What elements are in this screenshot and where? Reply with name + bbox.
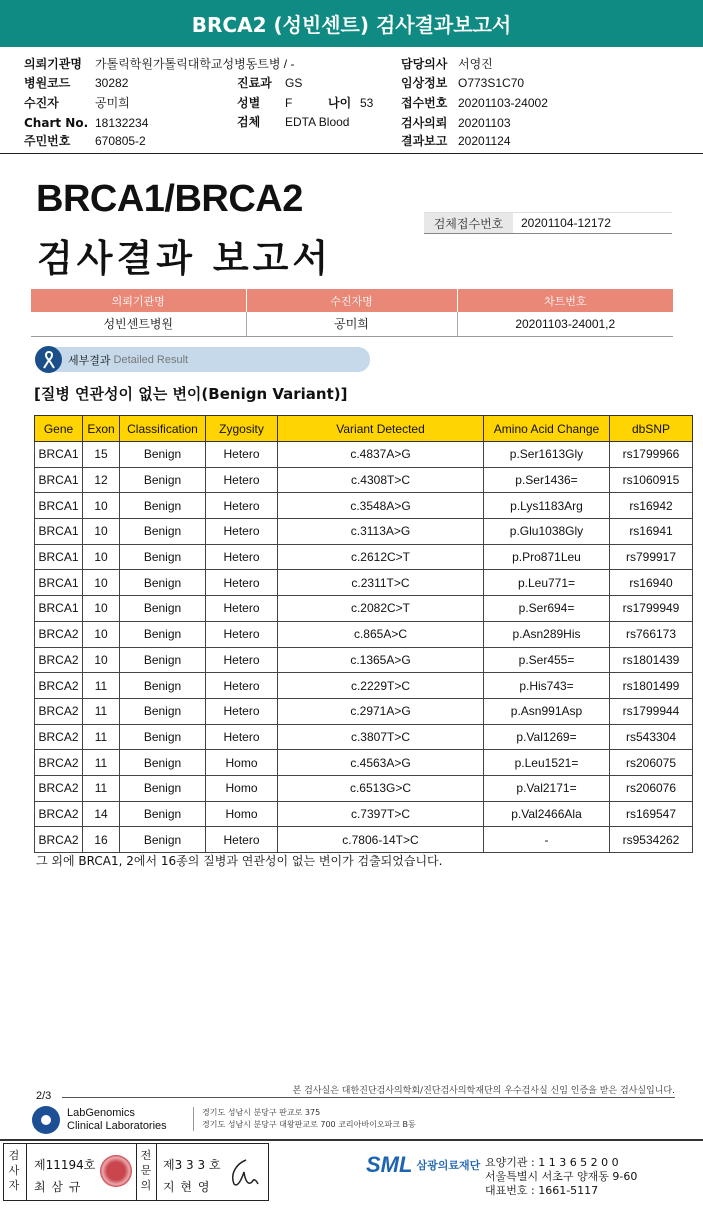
- info-value-patient: 공미희: [246, 312, 457, 336]
- sml-logo: [366, 1152, 480, 1178]
- cell-amino-acid: p.Val1269=: [484, 724, 610, 750]
- header-label-report-date: 결과보고: [401, 134, 448, 148]
- footer-divider: [62, 1097, 675, 1098]
- info-value-chart: 20201103-24001,2: [457, 312, 673, 336]
- cell-variant: c.6513G>C: [278, 775, 484, 801]
- cell-dbsnp: rs766173: [610, 621, 693, 647]
- cell-gene: BRCA2: [35, 621, 83, 647]
- cell-classification: Benign: [120, 673, 206, 699]
- cell-exon: 11: [83, 775, 120, 801]
- header-value-report-date: 20201124: [458, 134, 511, 148]
- cell-zygosity: Hetero: [206, 544, 278, 570]
- sig-divider-3: [156, 1144, 157, 1200]
- cell-classification: Benign: [120, 750, 206, 776]
- bottom-divider: [0, 1139, 703, 1141]
- cell-variant: c.4308T>C: [278, 467, 484, 493]
- header-label-receipt-no: 접수번호: [401, 96, 448, 110]
- cell-dbsnp: rs9534262: [610, 827, 693, 853]
- cell-zygosity: Homo: [206, 750, 278, 776]
- table-row: [35, 647, 693, 673]
- col-header-dbsnp: dbSNP: [610, 416, 693, 442]
- info-header-institution: 의뢰기관명: [31, 289, 246, 312]
- cell-gene: BRCA2: [35, 750, 83, 776]
- cell-zygosity: Homo: [206, 801, 278, 827]
- cell-variant: c.2971A>G: [278, 698, 484, 724]
- table-row: [35, 544, 693, 570]
- cell-variant: c.4837A>G: [278, 442, 484, 468]
- org-address: 서울특별시 서초구 양재동 9-60: [485, 1170, 638, 1183]
- cell-dbsnp: rs16941: [610, 519, 693, 545]
- sml-logo-text: SML: [366, 1152, 413, 1177]
- detailed-result-label: 세부결과: [68, 353, 111, 367]
- cell-zygosity: Hetero: [206, 442, 278, 468]
- table-row: [35, 621, 693, 647]
- reviewer-name: 지 현 영: [163, 1180, 211, 1194]
- cell-amino-acid: p.Ser1436=: [484, 467, 610, 493]
- cell-classification: Benign: [120, 570, 206, 596]
- cell-amino-acid: p.Pro871Leu: [484, 544, 610, 570]
- header-label-department: 진료과: [237, 76, 272, 90]
- report-title-ko: 검사결과 보고서: [37, 237, 333, 280]
- section-title: [질병 연관성이 없는 변이(Benign Variant)]: [34, 385, 348, 403]
- cell-gene: BRCA2: [35, 724, 83, 750]
- cell-gene: BRCA2: [35, 673, 83, 699]
- table-row: [35, 519, 693, 545]
- header-value-request-date: 20201103: [458, 116, 511, 130]
- cell-amino-acid: p.Asn991Asp: [484, 698, 610, 724]
- cell-dbsnp: rs1801499: [610, 673, 693, 699]
- cell-amino-acid: p.Glu1038Gly: [484, 519, 610, 545]
- org-phone: 대표번호 : 1661-5117: [485, 1184, 599, 1197]
- cell-zygosity: Hetero: [206, 724, 278, 750]
- table-row: [35, 827, 693, 853]
- table-row: [35, 442, 693, 468]
- cell-variant: c.2229T>C: [278, 673, 484, 699]
- inspector-name: 최 삼 규: [34, 1180, 82, 1194]
- col-header-gene: Gene: [35, 416, 83, 442]
- cell-variant: c.3548A>G: [278, 493, 484, 519]
- specimen-receipt-label: 검체접수번호: [424, 213, 513, 233]
- cell-zygosity: Hetero: [206, 570, 278, 596]
- cell-gene: BRCA1: [35, 493, 83, 519]
- cell-gene: BRCA1: [35, 442, 83, 468]
- cell-classification: Benign: [120, 544, 206, 570]
- cell-classification: Benign: [120, 724, 206, 750]
- cell-dbsnp: rs1801439: [610, 647, 693, 673]
- table-row: [35, 724, 693, 750]
- cell-variant: c.3807T>C: [278, 724, 484, 750]
- reviewer-label: 전문의: [140, 1149, 152, 1192]
- info-value-institution: 성빈센트병원: [31, 312, 246, 336]
- cell-zygosity: Hetero: [206, 647, 278, 673]
- cell-exon: 10: [83, 621, 120, 647]
- cell-zygosity: Hetero: [206, 621, 278, 647]
- header-label-age: 나이: [328, 96, 352, 110]
- cell-amino-acid: p.His743=: [484, 673, 610, 699]
- cell-exon: 11: [83, 698, 120, 724]
- cell-gene: BRCA1: [35, 544, 83, 570]
- cell-gene: BRCA1: [35, 596, 83, 622]
- cell-amino-acid: p.Val2466Ala: [484, 801, 610, 827]
- sig-divider-2: [136, 1144, 137, 1200]
- cell-gene: BRCA1: [35, 467, 83, 493]
- cell-exon: 11: [83, 724, 120, 750]
- table-row: [35, 467, 693, 493]
- cell-dbsnp: rs169547: [610, 801, 693, 827]
- info-header-chart: 차트번호: [457, 289, 673, 312]
- cell-variant: c.1365A>G: [278, 647, 484, 673]
- cell-variant: c.865A>C: [278, 621, 484, 647]
- inspector-number: 제11194호: [34, 1158, 96, 1172]
- cell-zygosity: Hetero: [206, 673, 278, 699]
- cell-classification: Benign: [120, 467, 206, 493]
- cell-exon: 10: [83, 647, 120, 673]
- cell-classification: Benign: [120, 442, 206, 468]
- page-number: 2/3: [36, 1090, 52, 1102]
- header-label-resident-no: 주민번호: [24, 134, 71, 148]
- result-note: 그 외에 BRCA1, 2에서 16종의 질병과 연관성이 없는 변이가 검출되었습니다.: [36, 854, 443, 868]
- cell-dbsnp: rs543304: [610, 724, 693, 750]
- detailed-result-label-en: Detailed Result: [113, 353, 189, 366]
- cell-exon: 14: [83, 801, 120, 827]
- cell-zygosity: Hetero: [206, 827, 278, 853]
- header-label-patient: 수진자: [24, 96, 59, 110]
- table-row: [35, 493, 693, 519]
- cell-dbsnp: rs799917: [610, 544, 693, 570]
- header-label-institution: 의뢰기관명: [24, 57, 82, 71]
- cell-amino-acid: p.Asn289His: [484, 621, 610, 647]
- labgenomics-logo-icon: [32, 1106, 60, 1134]
- cell-gene: BRCA1: [35, 570, 83, 596]
- cell-amino-acid: p.Ser694=: [484, 596, 610, 622]
- cell-exon: 11: [83, 673, 120, 699]
- header-value-department: GS: [285, 76, 303, 90]
- cell-variant: c.3113A>G: [278, 519, 484, 545]
- lab-address: [193, 1107, 416, 1131]
- cell-amino-acid: p.Ser1613Gly: [484, 442, 610, 468]
- cell-classification: Benign: [120, 647, 206, 673]
- table-row: [35, 801, 693, 827]
- cell-gene: BRCA2: [35, 775, 83, 801]
- header-label-hospital-code: 병원코드: [24, 76, 71, 90]
- cell-dbsnp: rs1799944: [610, 698, 693, 724]
- cell-classification: Benign: [120, 596, 206, 622]
- cell-amino-acid: p.Val2171=: [484, 775, 610, 801]
- header-label-request-date: 검사의뢰: [401, 116, 448, 130]
- table-row: [35, 570, 693, 596]
- cell-dbsnp: rs206076: [610, 775, 693, 801]
- sml-name: 삼광의료재단: [416, 1159, 481, 1172]
- cell-exon: 15: [83, 442, 120, 468]
- header-value-sex: F: [285, 96, 293, 110]
- cell-gene: BRCA1: [35, 519, 83, 545]
- cell-exon: 10: [83, 544, 120, 570]
- table-row: [35, 596, 693, 622]
- lab-name-line1: LabGenomics: [67, 1107, 135, 1119]
- cell-amino-acid: -: [484, 827, 610, 853]
- cell-dbsnp: rs1799949: [610, 596, 693, 622]
- patient-info-table: [31, 289, 673, 337]
- cell-zygosity: Hetero: [206, 698, 278, 724]
- lab-address-line2: 경기도 성남시 분당구 대왕판교로 700 코리아바이오파크 B동: [202, 1120, 416, 1129]
- cell-dbsnp: rs206075: [610, 750, 693, 776]
- col-header-variant: Variant Detected: [278, 416, 484, 442]
- cell-classification: Benign: [120, 775, 206, 801]
- signature-icon: [224, 1154, 262, 1192]
- cell-variant: c.2082C>T: [278, 596, 484, 622]
- header-value-hospital-code: 30282: [95, 76, 129, 90]
- cell-zygosity: Hetero: [206, 493, 278, 519]
- header-divider: [0, 153, 703, 154]
- cell-classification: Benign: [120, 827, 206, 853]
- header-label-clinical-info: 임상정보: [401, 76, 448, 90]
- cell-exon: 16: [83, 827, 120, 853]
- table-row: [35, 673, 693, 699]
- header-value-doctor: 서영진: [458, 57, 493, 71]
- report-header-title: BRCA2 (성빈센트) 검사결과보고서: [191, 13, 512, 37]
- cell-zygosity: Hetero: [206, 467, 278, 493]
- cell-exon: 11: [83, 750, 120, 776]
- col-header-exon: Exon: [83, 416, 120, 442]
- specimen-receipt-box: [424, 212, 672, 234]
- cell-amino-acid: p.Lys1183Arg: [484, 493, 610, 519]
- header-value-specimen: EDTA Blood: [285, 115, 350, 129]
- cell-exon: 10: [83, 596, 120, 622]
- cell-amino-acid: p.Leu771=: [484, 570, 610, 596]
- header-label-specimen: 검체: [237, 115, 261, 129]
- sig-divider-1: [26, 1144, 27, 1200]
- ribbon-icon: [35, 346, 62, 373]
- header-value-receipt-no: 20201103-24002: [458, 96, 548, 110]
- header-value-age: 53: [360, 96, 374, 110]
- cell-classification: Benign: [120, 519, 206, 545]
- cell-classification: Benign: [120, 493, 206, 519]
- col-header-classification: Classification: [120, 416, 206, 442]
- specimen-receipt-value: 20201104-12172: [521, 216, 611, 230]
- labgenomics-name: [67, 1107, 167, 1133]
- col-header-amino-acid: Amino Acid Change: [484, 416, 610, 442]
- cell-gene: BRCA2: [35, 647, 83, 673]
- cell-variant: c.7397T>C: [278, 801, 484, 827]
- cell-zygosity: Hetero: [206, 519, 278, 545]
- detailed-result-pill: [35, 347, 370, 372]
- table-row: [35, 750, 693, 776]
- cell-classification: Benign: [120, 801, 206, 827]
- cell-zygosity: Hetero: [206, 596, 278, 622]
- cell-variant: c.2311T>C: [278, 570, 484, 596]
- cell-variant: c.4563A>G: [278, 750, 484, 776]
- header-label-chart: Chart No.: [24, 116, 89, 130]
- header-value-resident-no: 670805-2: [95, 134, 146, 148]
- seal-stamp-icon: [100, 1155, 132, 1187]
- header-value-chart: 18132234: [95, 116, 149, 130]
- cell-dbsnp: rs16942: [610, 493, 693, 519]
- cell-exon: 12: [83, 467, 120, 493]
- sml-info: [485, 1156, 637, 1198]
- cell-gene: BRCA2: [35, 801, 83, 827]
- certification-note: 본 검사실은 대한진단검사의학회/진단검사의학재단의 우수검사실 신임 인증을 받은 검사실입니다.: [292, 1086, 675, 1096]
- variant-table: [34, 415, 693, 853]
- info-header-patient: 수진자명: [246, 289, 457, 312]
- reviewer-number: 제3 3 3 호: [163, 1158, 221, 1172]
- lab-address-line1: 경기도 성남시 분당구 판교로 375: [202, 1108, 321, 1117]
- cell-exon: 10: [83, 570, 120, 596]
- lab-name-line2: Clinical Laboratories: [67, 1120, 167, 1132]
- report-header-bar: [0, 0, 703, 47]
- header-label-sex: 성별: [237, 96, 261, 110]
- header-value-institution: 가톨릭학원가톨릭대학교성병동트병 / -: [95, 57, 295, 71]
- cell-classification: Benign: [120, 698, 206, 724]
- signature-box: [3, 1143, 269, 1201]
- cell-gene: BRCA2: [35, 698, 83, 724]
- org-code: 요양기관 : 1 1 3 6 5 2 0 0: [485, 1156, 619, 1169]
- cell-dbsnp: rs16940: [610, 570, 693, 596]
- cell-zygosity: Homo: [206, 775, 278, 801]
- cell-classification: Benign: [120, 621, 206, 647]
- col-header-zygosity: Zygosity: [206, 416, 278, 442]
- table-row: [35, 775, 693, 801]
- cell-dbsnp: rs1060915: [610, 467, 693, 493]
- header-label-doctor: 담당의사: [401, 57, 448, 71]
- cell-exon: 10: [83, 493, 120, 519]
- cell-variant: c.2612C>T: [278, 544, 484, 570]
- cell-exon: 10: [83, 519, 120, 545]
- cell-amino-acid: p.Ser455=: [484, 647, 610, 673]
- table-row: [35, 698, 693, 724]
- report-title-en: BRCA1/BRCA2: [36, 178, 303, 220]
- header-value-clinical-info: O773S1C70: [458, 76, 525, 90]
- cell-dbsnp: rs1799966: [610, 442, 693, 468]
- cell-amino-acid: p.Leu1521=: [484, 750, 610, 776]
- header-value-patient: 공미희: [95, 96, 130, 110]
- cell-gene: BRCA2: [35, 827, 83, 853]
- inspector-label: 검사자: [8, 1149, 20, 1192]
- cell-variant: c.7806-14T>C: [278, 827, 484, 853]
